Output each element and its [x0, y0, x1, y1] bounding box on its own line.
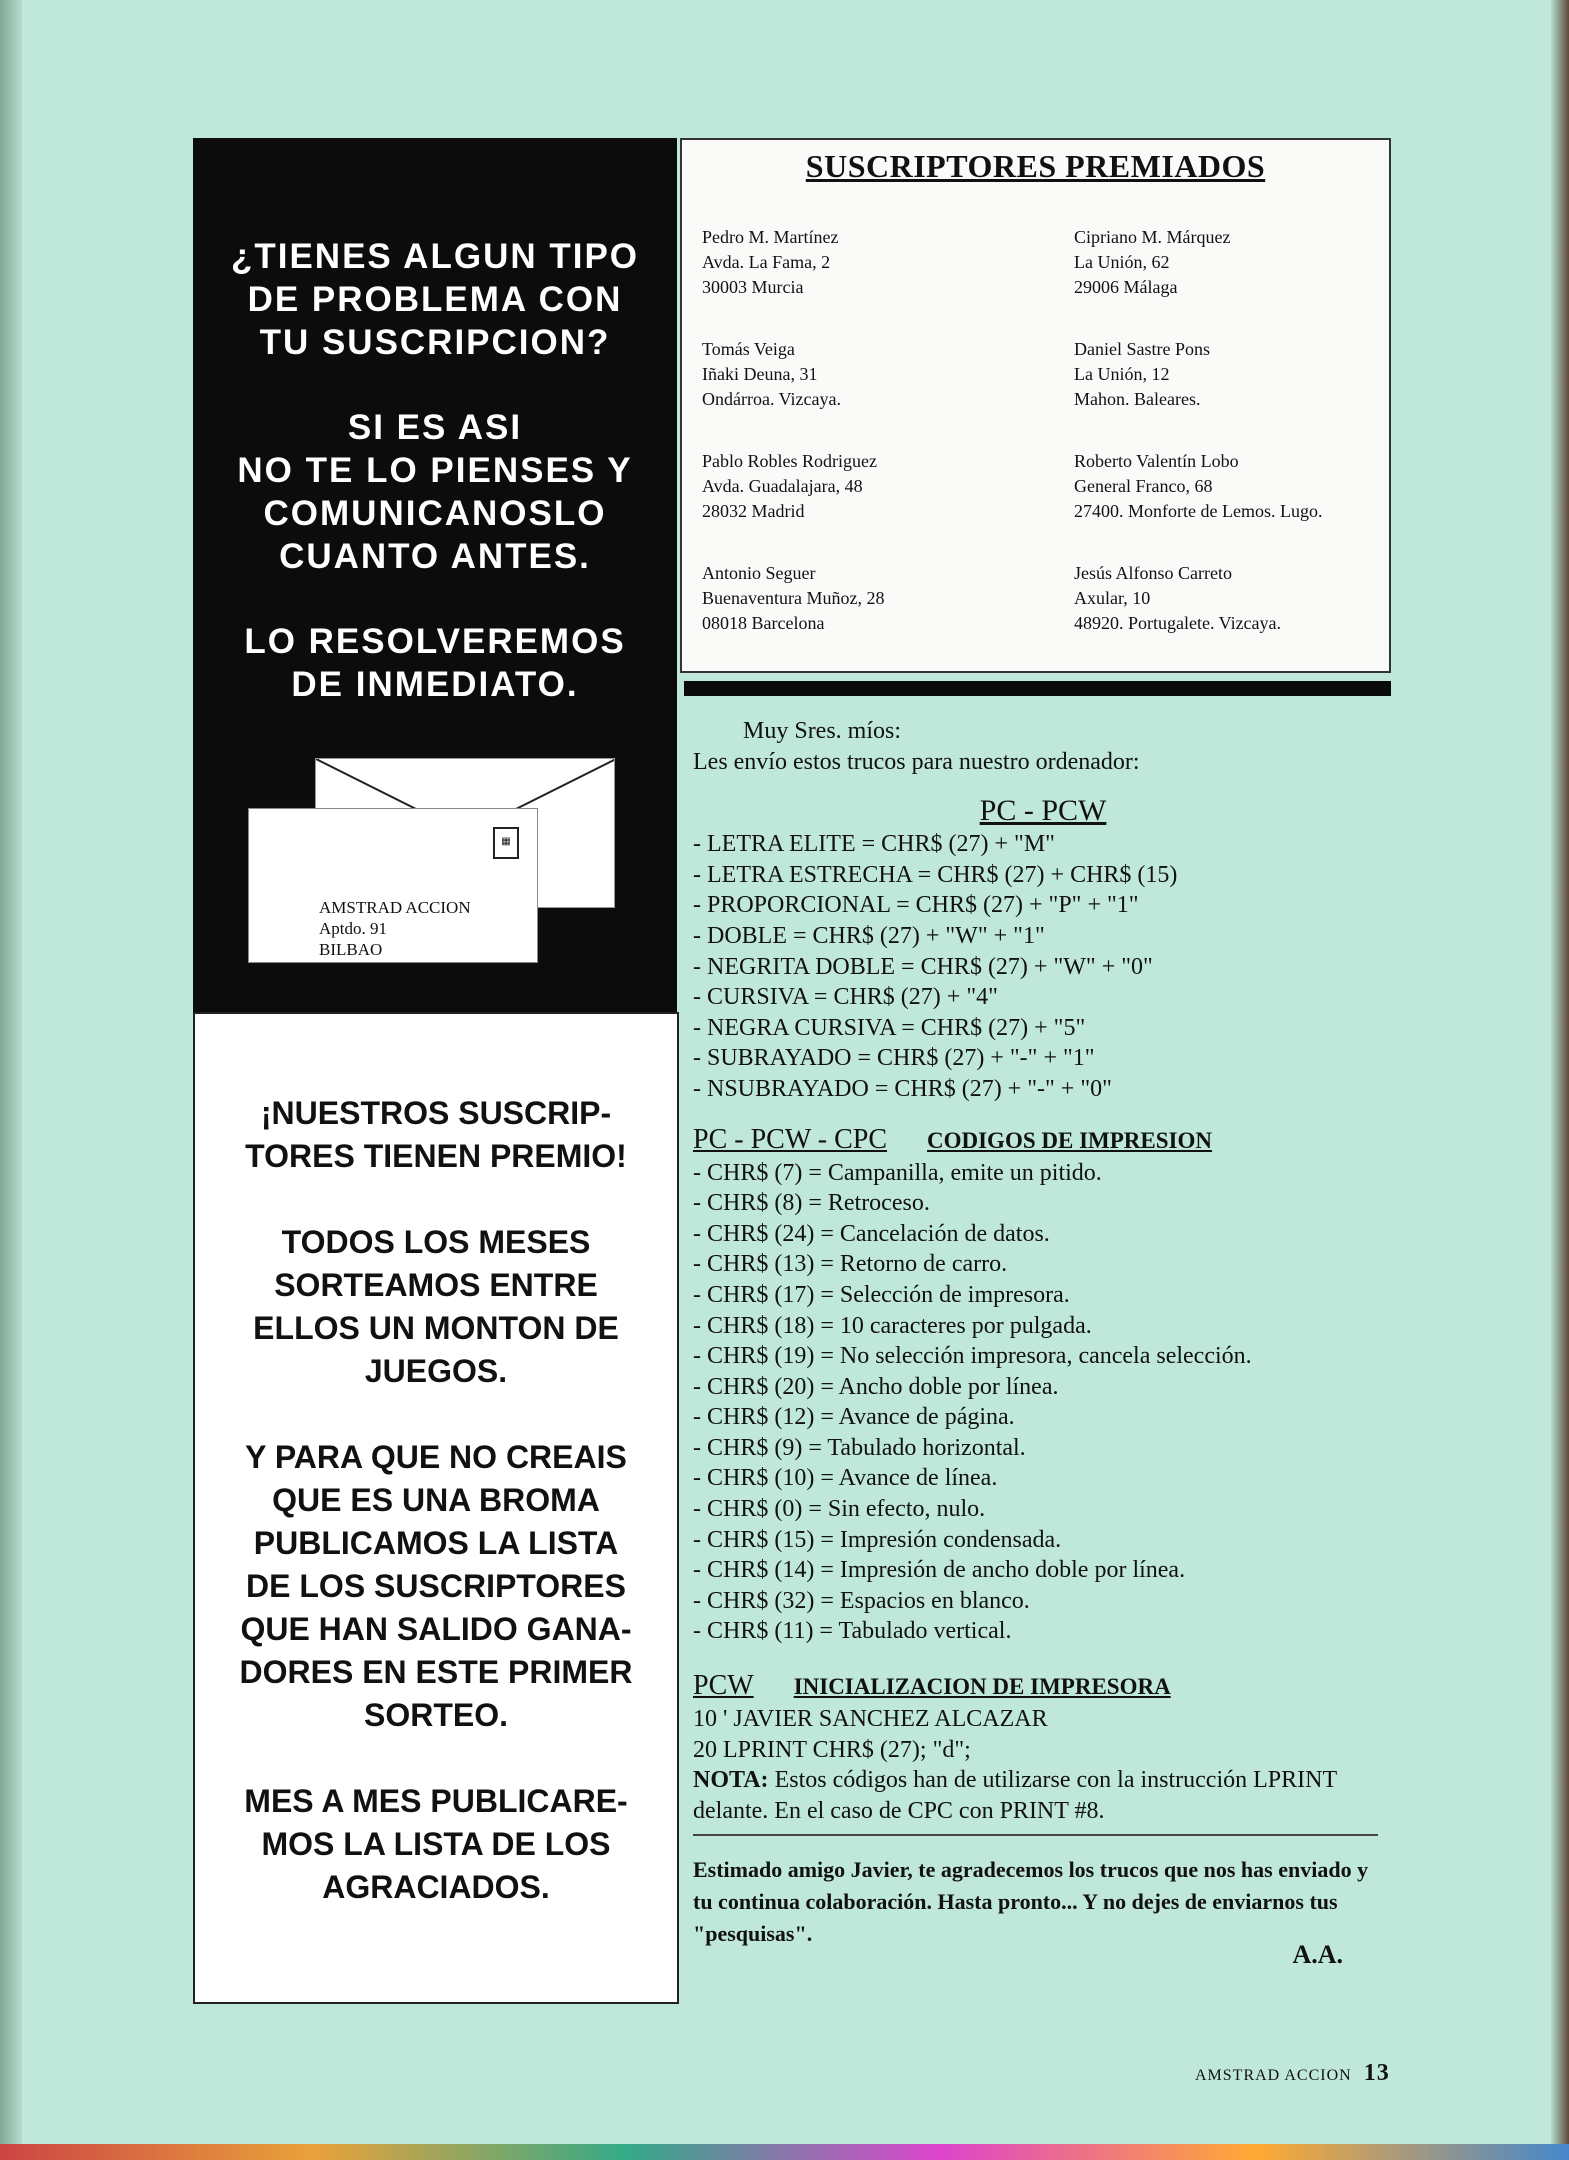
notice-line: ¿TIENES ALGUN TIPO [230, 237, 640, 276]
notice-line: SI ES ASI [347, 408, 523, 447]
notice-line: COMUNICANOSLO [263, 494, 607, 533]
winner-line: Tomás Veiga [702, 339, 795, 359]
bottom-strip [0, 2144, 1569, 2160]
code-line: - DOBLE = CHR$ (27) + "W" + "1" [693, 922, 1045, 949]
winner-line: Pablo Robles Rodriguez [702, 451, 877, 471]
page-edge-right [1551, 0, 1569, 2160]
section-title-pc-pcw: PC - PCW [979, 794, 1107, 828]
magazine-name: AMSTRAD ACCION [1195, 2067, 1352, 2084]
winner-entry [1074, 561, 1281, 636]
notice-paragraph [193, 620, 677, 706]
notice-line: DE INMEDIATO. [291, 665, 579, 704]
prize-paragraph [195, 1221, 677, 1393]
prize-line: ¡NUESTROS SUSCRIP- [260, 1095, 612, 1131]
winner-line: 30003 Murcia [702, 277, 804, 297]
winner-line: Roberto Valentín Lobo [1074, 451, 1239, 471]
code-line: - LETRA ESTRECHA = CHR$ (27) + CHR$ (15) [693, 861, 1178, 888]
prize-line: MES A MES PUBLICARE- [244, 1783, 628, 1819]
address-line: Aptdo. 91 [319, 919, 387, 938]
code-line: - CHR$ (9) = Tabulado horizontal. [693, 1434, 1026, 1461]
prize-paragraph [195, 1092, 677, 1178]
note-text: Estos códigos han de utilizarse con la instrucción LPRINT delante. En el caso de CPC con PRINT #8. [693, 1767, 1337, 1824]
prize-line: DORES EN ESTE PRIMER [239, 1654, 633, 1690]
winner-line: Avda. Guadalajara, 48 [702, 476, 863, 496]
winner-line: 29006 Málaga [1074, 277, 1178, 297]
prize-line: ELLOS UN MONTON DE [253, 1310, 619, 1346]
winner-line: 48920. Portugalete. Vizcaya. [1074, 613, 1282, 633]
winner-line: La Unión, 12 [1074, 364, 1170, 384]
code-line: - CHR$ (19) = No selección impresora, cancela selección. [693, 1343, 1252, 1370]
winner-line: 08018 Barcelona [702, 613, 825, 633]
section-title: PC - PCW - CPC [693, 1123, 887, 1155]
code-line: - LETRA ELITE = CHR$ (27) + "M" [693, 831, 1055, 858]
section-subtitle: CODIGOS DE IMPRESION [927, 1127, 1212, 1153]
winner-line: Antonio Seguer [702, 563, 816, 583]
code-line: - CHR$ (10) = Avance de línea. [693, 1465, 998, 1492]
winner-line: Buenaventura Muñoz, 28 [702, 588, 885, 608]
notice-line: NO TE LO PIENSES Y [237, 451, 633, 490]
prize-line: TORES TIENEN PREMIO! [245, 1138, 627, 1174]
winner-line: Daniel Sastre Pons [1074, 339, 1210, 359]
winner-line: 28032 Madrid [702, 501, 805, 521]
winner-line: Pedro M. Martínez [702, 227, 839, 247]
section-subtitle: INICIALIZACION DE IMPRESORA [793, 1674, 1171, 1700]
winner-line: Mahon. Baleares. [1074, 389, 1201, 409]
code-line: - NSUBRAYADO = CHR$ (27) + "-" + "0" [693, 1075, 1112, 1102]
divider-bar [684, 681, 1391, 696]
winners-title: SUSCRIPTORES PREMIADOS [805, 148, 1266, 184]
stamp-icon: ▦ [493, 827, 519, 859]
winner-line: Cipriano M. Márquez [1074, 227, 1231, 247]
prize-line: JUEGOS. [364, 1353, 508, 1389]
prize-line: MOS LA LISTA DE LOS [261, 1826, 611, 1862]
code-line: - CHR$ (18) = 10 caracteres por pulgada. [693, 1312, 1092, 1339]
code-line: - CHR$ (20) = Ancho doble por línea. [693, 1373, 1059, 1400]
prize-line: AGRACIADOS. [322, 1869, 550, 1905]
notice-line: DE PROBLEMA CON [247, 280, 623, 319]
winner-entry [1074, 225, 1230, 300]
code-line: - PROPORCIONAL = CHR$ (27) + "P" + "1" [693, 892, 1139, 919]
winner-line: Jesús Alfonso Carreto [1074, 563, 1232, 583]
code-line: - CHR$ (8) = Retroceso. [693, 1190, 930, 1217]
section-title-init [693, 1669, 1393, 1704]
prize-line: SORTEAMOS ENTRE [274, 1267, 598, 1303]
prize-paragraph [195, 1436, 677, 1737]
greeting: Muy Sres. míos: [743, 718, 902, 744]
notice-paragraph [193, 406, 677, 578]
intro: Les envío estos trucos para nuestro ordenador: [693, 748, 1140, 775]
winner-entry [1074, 449, 1322, 524]
code-line: - CHR$ (11) = Tabulado vertical. [693, 1618, 1012, 1645]
winner-line: Iñaki Deuna, 31 [702, 364, 818, 384]
notice-paragraph [193, 235, 677, 364]
signature: A.A. [1292, 1940, 1343, 1970]
code-line: - CHR$ (24) = Cancelación de datos. [693, 1220, 1050, 1247]
prize-line: QUE ES UNA BROMA [272, 1482, 600, 1518]
envelope-address [248, 808, 538, 963]
code-line: - CHR$ (15) = Impresión condensada. [693, 1526, 1062, 1553]
code-line: - CHR$ (17) = Selección de impresora. [693, 1281, 1070, 1308]
rule [693, 1834, 1378, 1836]
prize-announcement-box [193, 1012, 679, 2004]
page-number: 13 [1363, 2060, 1390, 2086]
winner-line: La Unión, 62 [1074, 252, 1170, 272]
section-title-codes [693, 1123, 1393, 1158]
winners-box [680, 138, 1391, 673]
winner-line: Axular, 10 [1074, 588, 1151, 608]
code-line: - CHR$ (14) = Impresión de ancho doble por línea. [693, 1557, 1186, 1584]
notice-line: LO RESOLVEREMOS [244, 622, 626, 661]
code-line: - CHR$ (0) = Sin efecto, nulo. [693, 1496, 986, 1523]
winner-entry [702, 337, 841, 412]
page-footer [1195, 2060, 1390, 2087]
code-line: - SUBRAYADO = CHR$ (27) + "-" + "1" [693, 1045, 1095, 1072]
address-line: BILBAO [319, 940, 383, 959]
note [693, 1765, 1383, 1826]
program-line: 20 LPRINT CHR$ (27); "d"; [693, 1736, 971, 1763]
winner-entry [702, 449, 877, 524]
notice-line: TU SUSCRIPCION? [259, 323, 611, 362]
section-title: PCW [693, 1670, 754, 1702]
code-line: - CHR$ (7) = Campanilla, emite un pitido. [693, 1159, 1102, 1186]
note-label: NOTA: [693, 1767, 769, 1794]
winner-line: General Franco, 68 [1074, 476, 1213, 496]
prize-line: Y PARA QUE NO CREAIS [245, 1439, 627, 1475]
address-line: AMSTRAD ACCION [319, 898, 471, 917]
code-line: - CHR$ (32) = Espacios en blanco. [693, 1587, 1030, 1614]
code-line: - CHR$ (13) = Retorno de carro. [693, 1251, 1008, 1278]
prize-line: TODOS LOS MESES [281, 1224, 591, 1260]
letter-column [693, 716, 1393, 1971]
code-line: - NEGRA CURSIVA = CHR$ (27) + "5" [693, 1014, 1086, 1041]
winner-line: Ondárroa. Vizcaya. [702, 389, 842, 409]
prize-line: SORTEO. [363, 1697, 508, 1733]
winner-line: 27400. Monforte de Lemos. Lugo. [1074, 501, 1323, 521]
winner-line: Avda. La Fama, 2 [702, 252, 831, 272]
page-edge [0, 0, 22, 2160]
prize-line: QUE HAN SALIDO GANA- [240, 1611, 632, 1647]
winner-entry [702, 225, 838, 300]
code-line: - NEGRITA DOBLE = CHR$ (27) + "W" + "0" [693, 953, 1153, 980]
subscription-problem-box [193, 138, 677, 1013]
code-line: - CHR$ (12) = Avance de página. [693, 1404, 1015, 1431]
program-line: 10 ' JAVIER SANCHEZ ALCAZAR [693, 1706, 1048, 1733]
prize-line: DE LOS SUSCRIPTORES [246, 1568, 626, 1604]
code-line: - CURSIVA = CHR$ (27) + "4" [693, 984, 998, 1011]
notice-line: CUANTO ANTES. [279, 537, 591, 576]
winner-entry [702, 561, 884, 636]
prize-paragraph [195, 1780, 677, 1909]
editor-reply: Estimado amigo Javier, te agradecemos los trucos que nos has enviado y tu continua colaboración. Hasta pronto... Y no dejes de enviarnos tus "pesquisas". [693, 1857, 1369, 1947]
prize-line: PUBLICAMOS LA LISTA [253, 1525, 619, 1561]
winner-entry [1074, 337, 1210, 412]
